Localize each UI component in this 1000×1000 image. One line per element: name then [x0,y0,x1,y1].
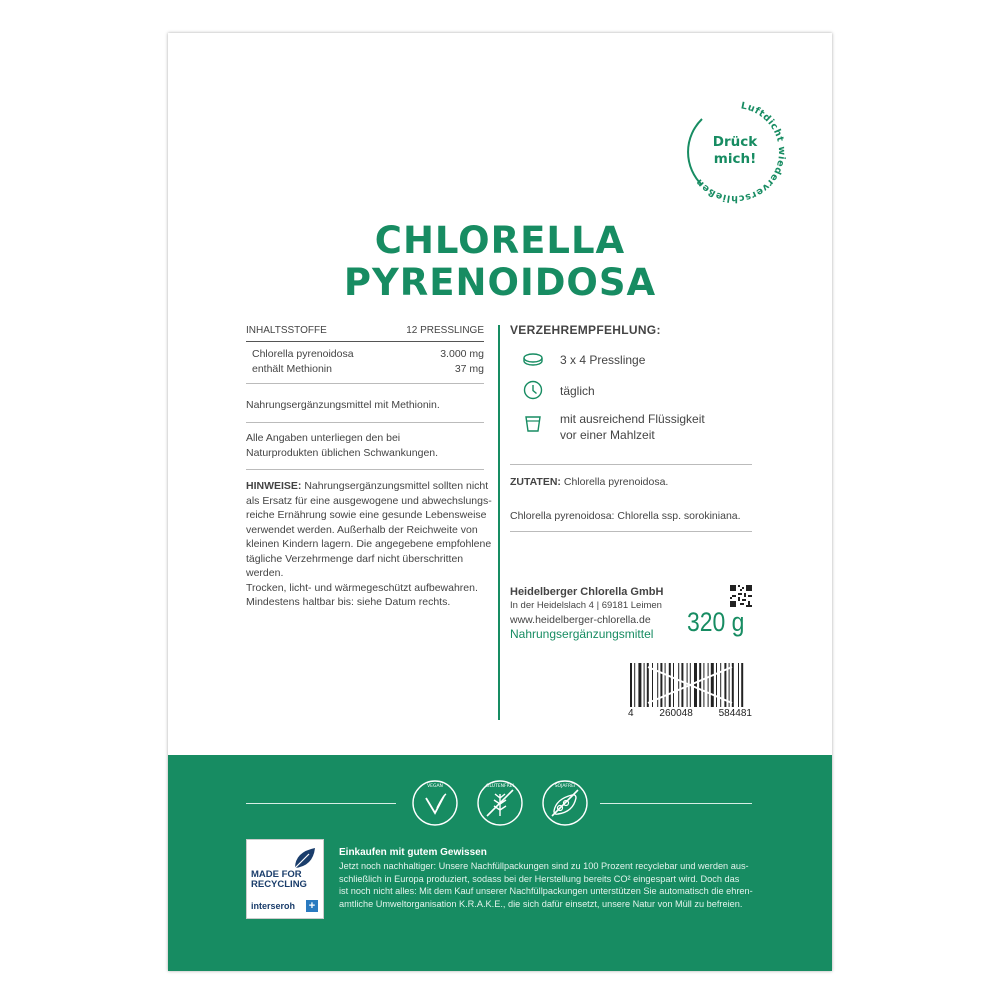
company-category: Nahrungsergänzungsmittel [510,627,654,641]
pill-icon [522,349,544,371]
recycling-brand: interseroh [251,901,296,911]
company-block [510,585,663,641]
badge-line2: mich! [713,151,757,167]
barcode-bar [694,663,697,707]
ingredients-row: Chlorella pyrenoidosa 3.000 mg [252,348,484,360]
barcode-bar [657,663,658,707]
recycling-logo [246,839,324,919]
barcode-bar [711,663,714,707]
barcode-bar [708,663,709,707]
barcode [628,663,752,719]
divider [246,422,484,423]
zutaten-line: ZUTATEN: Chlorella pyrenoidosa. [510,476,669,488]
product-title-line2: PYRENOIDOSA [343,261,657,304]
badge-ring-text: Luftdicht wiederverschließen [693,100,788,205]
barcode-bar [738,663,739,707]
hinweise-label: HINWEISE: [246,480,302,492]
glutenfree-icon [475,778,525,828]
ingredients-header-rule [246,341,484,342]
glutenfree-icon-label: GLUTENFREI [486,784,514,789]
divider [510,531,752,532]
ingredients-row: enthält Methionin 37 mg [252,362,484,375]
recommendation-frequency: täglich [560,384,595,398]
barcode-group1: 260048 [659,708,693,719]
variation-note: Alle Angaben unterliegen den bei Naturprodukten üblichen Schwankungen. [246,432,439,459]
barcode-bar [638,663,641,707]
qr-code-icon [730,585,752,607]
zutaten-label: ZUTATEN: [510,476,561,488]
footer-heading: Einkaufen mit gutem Gewissen [339,847,487,858]
clock-icon [522,379,544,401]
barcode-bar [741,663,743,707]
company-address: In der Heidelslach 4 | 69181 Leimen [510,600,662,611]
divider [246,383,484,384]
company-name: Heidelberger Chlorella GmbH [510,586,664,598]
species-line: Chlorella pyrenoidosa: Chlorella ssp. sorokiniana. [510,510,741,522]
soyfree-icon [540,778,590,828]
badge-line1: Drück [712,134,758,150]
barcode-bar [716,663,717,707]
barcode-bar [703,663,704,707]
ingredients-header [246,324,484,339]
barcode-bar [665,663,666,707]
product-title-line1: CHLORELLA [374,219,626,262]
barcode-group2: 584481 [718,708,752,719]
footer-divider-left [246,803,396,804]
barcode-bar [699,663,701,707]
net-weight: 320 g [687,607,745,637]
recycling-line2: RECYCLING [251,879,307,890]
barcode-bar [687,663,688,707]
reseal-badge[interactable] [680,97,790,207]
leaf-icon [291,844,319,870]
barcode-bar [647,663,649,707]
plus-icon: + [306,900,318,912]
barcode-bar [720,663,721,707]
recommendation-dose: 3 x 4 Presslinge [560,353,646,367]
barcode-bar [669,663,671,707]
barcode-bar [729,663,730,707]
ingredients-header-left: INHALTSSTOFFE [246,325,327,336]
company-website[interactable]: www.heidelberger-chlorella.de [510,614,651,626]
barcode-bar [678,663,679,707]
recycling-line1: MADE FOR [251,869,302,880]
ingredients-header-right: 12 PRESSLINGE [406,325,484,336]
barcode-bar [630,663,632,707]
footer-band [168,755,832,971]
supplement-note: Nahrungsergänzungsmittel mit Methionin. [246,399,440,411]
barcode-bar [644,663,645,707]
barcode-bars [628,663,752,709]
barcode-digit-first: 4 [628,708,634,719]
hinweise-block: HINWEISE: Nahrungsergänzungsmittel sollten nicht als Ersatz für eine ausgewogene und abwechslungs- reiche Ernährung sowie eine gesunde Lebensweise verwendet werden. Außerhalb der Reichweite von kleinen Kindern lagern. Die angegebene empfohlene tägliche Verzehrmenge darf nicht überschritten werden. Trocken, licht- und wärmegeschützt aufbewahren. Mindestens haltbar bis: siehe Datum rechts. [246,480,492,608]
divider [510,464,752,465]
recommendation-heading: VERZEHREMPFEHLUNG: [510,323,661,337]
footer-text: Jetzt noch nachhaltiger: Unsere Nachfüllpackungen sind zu 100 Prozent recyclebar und werden aus- schließlich in Europa produziert, sodass bei der Herstellung bereits CO² eingespart wird. Doch das ist noch nicht alles: Mit dem Kauf unserer Nachfüllpackungen unterstützen Sie automatisch die ehren- amtliche Umweltorganisation K.R.A.K.E., die sich dafür einsetzt, unsere Natur von Müll zu befreien. [339,861,753,909]
column-divider [498,325,500,720]
barcode-bar [673,663,674,707]
ingredients-table [246,347,484,376]
recommendation-liquid: mit ausreichend Flüssigkeit vor einer Mahlzeit [560,412,705,442]
vegan-icon [410,778,460,828]
barcode-bar [732,663,734,707]
divider [246,469,484,470]
barcode-bar [681,663,683,707]
soyfree-icon-label: SOJAFREI [554,784,576,789]
product-label-page [168,33,832,971]
footer-divider-right [600,803,752,804]
barcode-bar [634,663,635,707]
vegan-icon-label: VEGAN [427,784,443,789]
barcode-bar [660,663,662,707]
cup-icon [522,413,544,435]
